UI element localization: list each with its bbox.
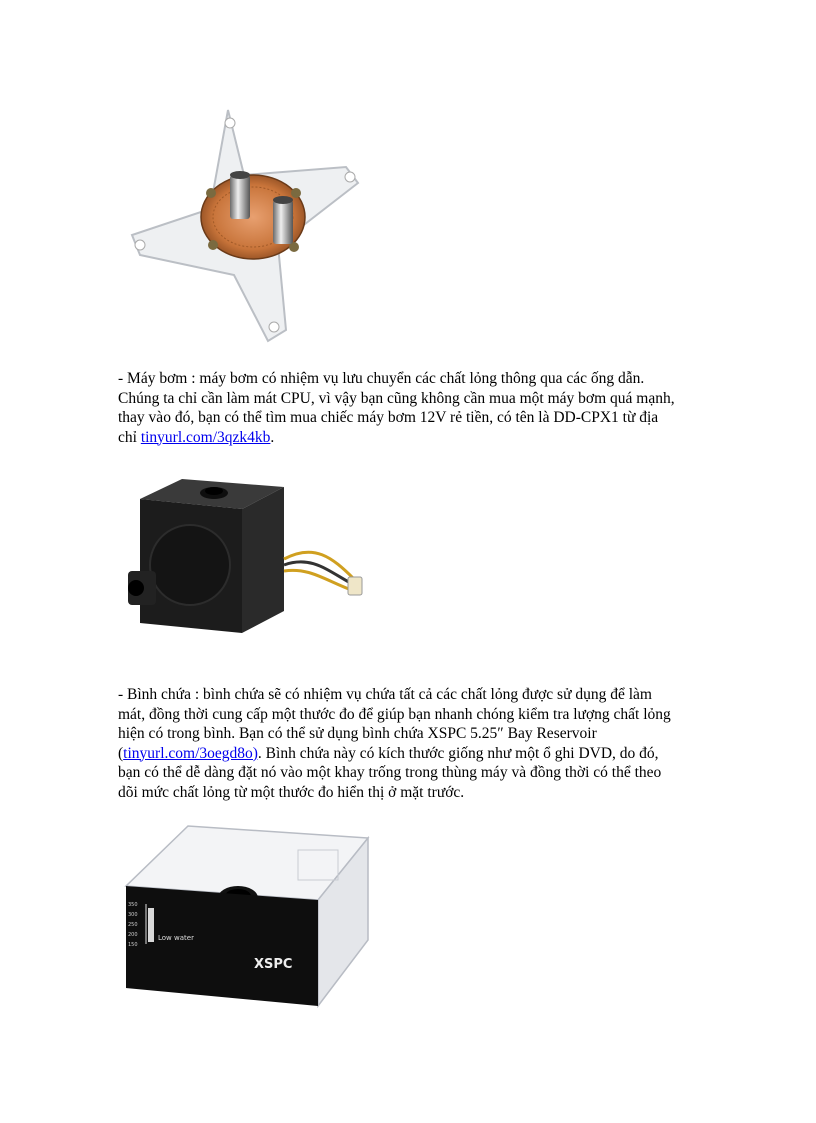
text-segment: . — [270, 428, 275, 446]
xspc-logo: XSPC — [254, 957, 293, 972]
text-line: bạn có thể dễ dàng đặt nó vào một khay trống trong thùng máy và đồng thời có thể theo — [118, 764, 662, 781]
text-segment: ( — [118, 744, 124, 762]
scale-label: 150 — [128, 942, 138, 948]
pump-paragraph — [118, 369, 708, 447]
pump-image — [118, 463, 372, 669]
scale-label: 350 — [128, 902, 138, 908]
scale-label: 300 — [128, 912, 138, 918]
text-line: hiện có trong bình. Bạn có thể sử dụng bình chứa XSPC 5.25″ Bay Reservoir — [118, 725, 597, 742]
text-line: Chúng ta chỉ cần làm mát CPU, vì vậy bạn cũng không cần mua một máy bơm quá mạnh, — [118, 389, 675, 407]
text-line — [118, 744, 708, 764]
text-line — [118, 428, 708, 448]
text-segment: chỉ — [118, 428, 141, 446]
low-water-label: Low water — [158, 934, 194, 942]
text-line: thay vào đó, bạn có thể tìm mua chiếc máy bơm 12V rẻ tiền, có tên là DD-CPX1 từ địa — [118, 409, 659, 426]
reservoir-paragraph — [118, 685, 708, 802]
reservoir-image — [118, 820, 372, 1016]
reservoir-front-panel — [126, 886, 318, 1006]
text-line: dõi mức chất lỏng từ một thước đo hiển thị ở mặt trước. — [118, 783, 465, 801]
text-line: - Bình chứa : bình chứa sẽ có nhiệm vụ chứa tất cả các chất lỏng được sử dụng để làm — [118, 686, 652, 703]
reservoir-link[interactable]: tinyurl.com/3oegd8o) — [123, 744, 258, 762]
text-line: mát, đồng thời cung cấp một thước đo để giúp bạn nhanh chóng kiểm tra lượng chất lỏng — [118, 705, 671, 723]
scale-label: 250 — [128, 922, 138, 928]
scale-label: 200 — [128, 932, 138, 938]
pump-link[interactable]: tinyurl.com/3qzk4kb — [140, 428, 271, 446]
cpu-waterblock-image — [118, 105, 374, 351]
text-line: - Máy bơm : máy bơm có nhiệm vụ lưu chuyển các chất lỏng thông qua các ống dẫn. — [118, 370, 645, 387]
text-segment: . Bình chứa này có kích thước giống như một ổ ghi DVD, do đó, — [257, 744, 659, 762]
